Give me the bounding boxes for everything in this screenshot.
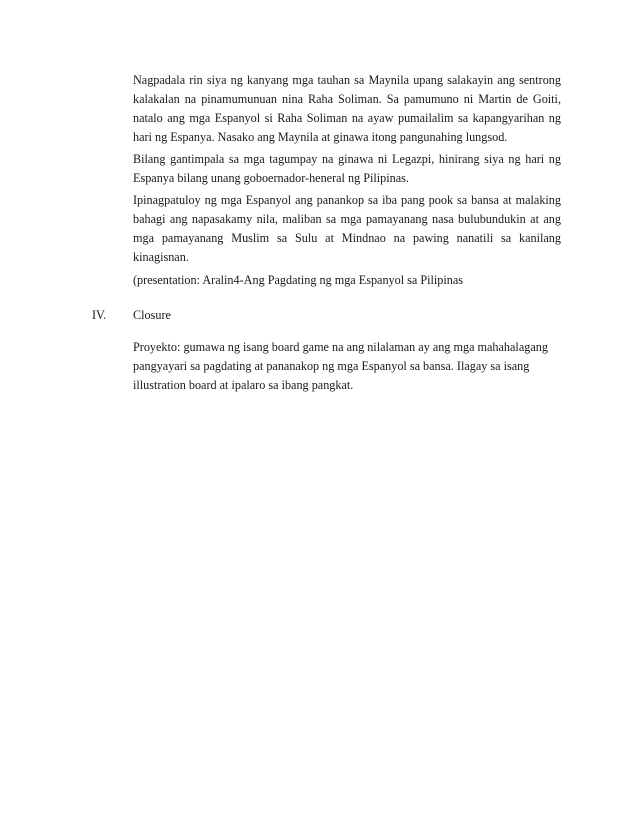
- section-title: Closure: [133, 308, 171, 322]
- paragraph-proyekto: Proyekto: gumawa ng isang board game na ang nilalaman ay ang mga mahahalagang pangyayari sa pagdating at pananakop ng mga Espanyol sa bansa. Ilagay sa isang illustration board at ipalaro sa ibang pangkat.: [133, 340, 548, 392]
- paragraph-maynila: Nagpadala rin siya ng kanyang mga tauhan sa Maynila upang salakayin ang sentrong kalakalan na pinamumunuan nina Raha Soliman. Sa pamumuno ni Martin de Goiti, natalo ang mga Espanyol si Raha Soliman na ayaw pumailalim sa kapangyarihan ng hari ng Espanya. Nasako ang Maynila at ginawa itong pangunahing lungsod.: [133, 73, 561, 144]
- section-number: IV.: [92, 308, 107, 322]
- paragraph-panankop: Ipinagpatuloy ng mga Espanyol ang panankop sa iba pang pook sa bansa at malaking bahagi ang napasakamy nila, maliban sa mga pamayanang nasa bulubundukin at ang mga pamayanang Muslim sa Sulu at Mindnao na pawing nanatili sa kanilang kinagisnan.: [133, 193, 561, 264]
- paragraph-legazpi: Bilang gantimpala sa mga tagumpay na ginawa ni Legazpi, hinirang siya ng hari ng Espanya bilang unang goboernador-heneral ng Pilipinas.: [133, 152, 561, 185]
- paragraph-presentation: (presentation: Aralin4-Ang Pagdating ng mga Espanyol sa Pilipinas: [133, 273, 464, 287]
